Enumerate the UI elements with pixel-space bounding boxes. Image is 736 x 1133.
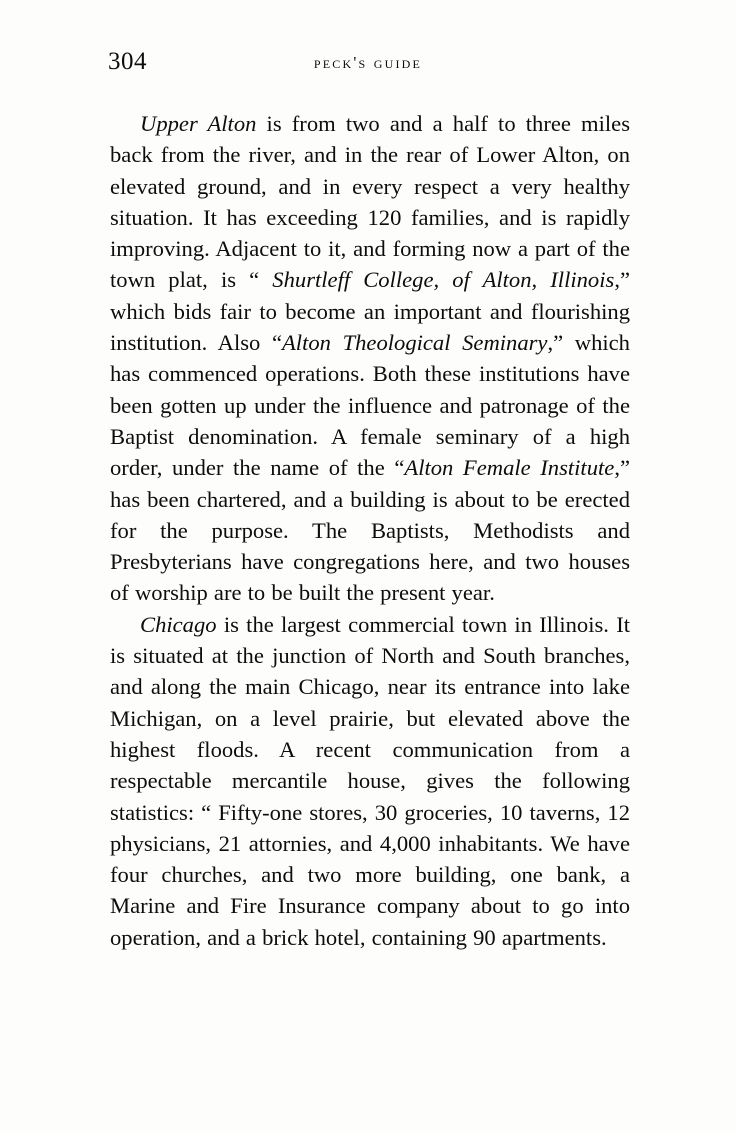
paragraph-chicago xyxy=(110,609,630,953)
paragraph-body-upper-alton: is from two and a half to three miles back from the river, and in the rear of Lower Alton, on elevated ground, and in every respect a very healthy situation. It has exceeding 120 families, and is rapidly improving. Adjacent to it, and forming now a part of the town plat, is “ Shurtleff College, of Alton, Illinois,” which bids fair to become an important and flourishing institution. Also “Alton Theological Seminary,” which has commenced operations. Both these institutions have been gotten up under the influence and patronage of the Baptist denomination. A female seminary of a high order, under the name of the “Alton Female Institute,” has been chartered, and a building is about to be erected for the purpose. The Baptists, Methodists and Presbyterians have congregations here, and two houses of worship are to be built the present year. xyxy=(110,111,631,606)
page-header xyxy=(108,48,628,82)
running-head: peck's guide xyxy=(313,53,423,72)
paragraph-lead-chicago: Chicago xyxy=(140,611,217,637)
paragraph-body-chicago: is the largest commercial town in Illinois. It is situated at the junction of North and South branches, and along the main Chicago, near its entrance into lake Michigan, on a level prairie, but elevated above the highest floods. A recent communication from a respectable mercantile house, gives the following statistics: “ Fifty-one stores, 30 groceries, 10 taverns, 12 physicians, 21 attornies, and 4,000 inhabitants. We have four churches, and two more building, one bank, a Marine and Fire Insurance company about to go into operation, and a brick hotel, containing 90 apartments. xyxy=(110,611,630,950)
paragraph-upper-alton xyxy=(110,108,630,609)
page-number: 304 xyxy=(108,48,147,75)
body-text xyxy=(110,108,630,953)
paragraph-lead-upper-alton: Upper Alton xyxy=(140,111,257,136)
